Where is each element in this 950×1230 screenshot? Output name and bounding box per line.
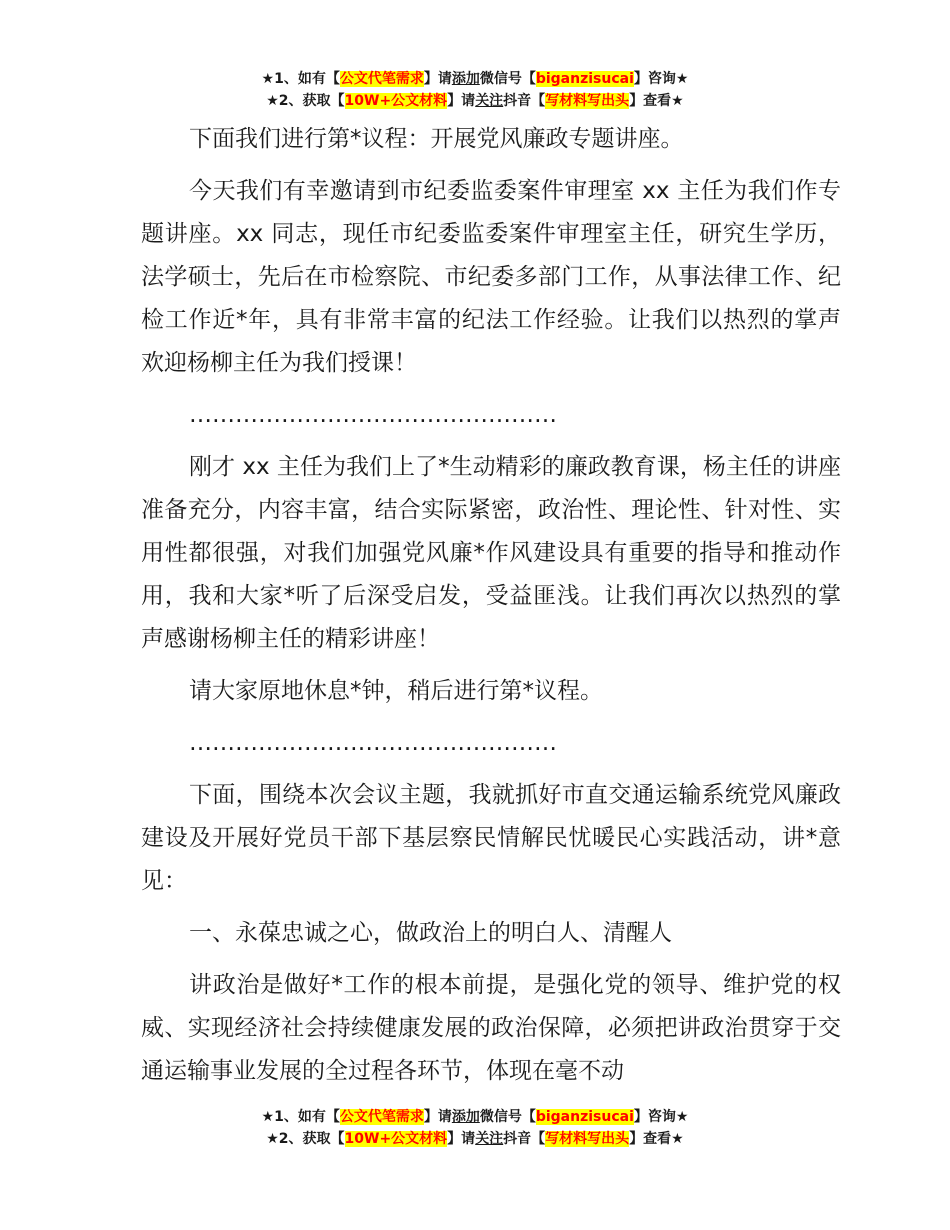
header-banner bbox=[0, 68, 950, 112]
banner-line-2: ★2、获取【10W+公文材料】请关注抖音【写材料写出头】查看★ bbox=[266, 1131, 684, 1147]
document-body bbox=[141, 118, 841, 1102]
highlight-wechat-id: biganzisucai bbox=[535, 1109, 634, 1125]
highlight-service: 公文代笔需求 bbox=[339, 1109, 424, 1125]
highlight-service: 公文代笔需求 bbox=[339, 71, 424, 87]
highlight-materials: 10W+公文材料 bbox=[344, 1131, 448, 1147]
paragraph-politics: 讲政治是做好*工作的根本前提，是强化党的领导、维护党的权威、实现经济社会持续健康发展的政治保障，必须把讲政治贯穿于交通运输事业发展的全过程各环节，体现在毫不动 bbox=[141, 972, 841, 1084]
highlight-douyin-id: 写材料写出头 bbox=[545, 1131, 630, 1147]
banner-line-1: ★1、如有【公文代笔需求】请添加微信号【biganzisucai】咨询★ bbox=[261, 71, 689, 87]
paragraph-separator: ………………………………………… bbox=[189, 402, 557, 428]
highlight-douyin-id: 写材料写出头 bbox=[545, 93, 630, 109]
paragraph-opinions: 下面，围绕本次会议主题，我就抓好市直交通运输系统党风廉政建设及开展好党员干部下基层察民情解民忧暖民心实践活动，讲*意见： bbox=[141, 782, 841, 894]
banner-line-2: ★2、获取【10W+公文材料】请关注抖音【写材料写出头】查看★ bbox=[266, 93, 684, 109]
highlight-wechat-id: biganzisucai bbox=[535, 71, 634, 87]
footer-banner bbox=[0, 1106, 950, 1150]
paragraph-speaker-intro: 今天我们有幸邀请到市纪委监委案件审理室 xx 主任为我们作专题讲座。xx 同志，现任市纪委监委案件审理室主任，研究生学历，法学硕士，先后在市检察院、市纪委多部门工作，从事法律工作、纪检工作近*年，具有非常丰富的纪法工作经验。让我们以热烈的掌声欢迎杨柳主任为我们授课！ bbox=[141, 178, 841, 376]
paragraph-separator: ………………………………………… bbox=[189, 730, 557, 756]
highlight-materials: 10W+公文材料 bbox=[344, 93, 448, 109]
banner-line-1: ★1、如有【公文代笔需求】请添加微信号【biganzisucai】咨询★ bbox=[261, 1109, 689, 1125]
paragraph-agenda: 下面我们进行第*议程：开展党风廉政专题讲座。 bbox=[189, 126, 684, 152]
paragraph-thanks: 刚才 xx 主任为我们上了*生动精彩的廉政教育课，杨主任的讲座准备充分，内容丰富，结合实际紧密，政治性、理论性、针对性、实用性都很强，对我们加强党风廉*作风建设具有重要的指导和推动作用，我和大家*听了后深受启发，受益匪浅。让我们再次以热烈的掌声感谢杨柳主任的精彩讲座！ bbox=[141, 454, 841, 652]
section-heading: 一、永葆忠诚之心，做政治上的明白人、清醒人 bbox=[189, 920, 672, 946]
paragraph-break: 请大家原地休息*钟，稍后进行第*议程。 bbox=[189, 678, 603, 704]
